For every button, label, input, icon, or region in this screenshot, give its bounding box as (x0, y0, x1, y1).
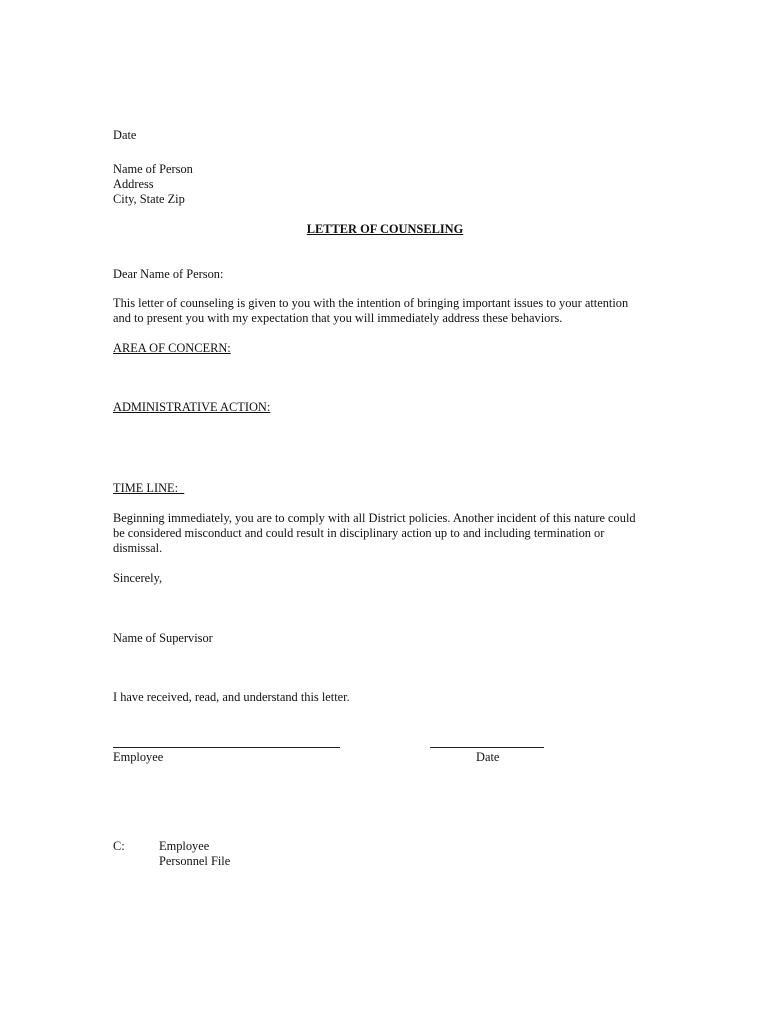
recipient-city-state-zip: City, State Zip (113, 192, 185, 206)
closing: Sincerely, (113, 571, 163, 585)
intro-paragraph-line-2: and to present you with my expectation that you will immediately address these behaviors. (113, 311, 563, 325)
time-line-heading: TIME LINE: (113, 481, 179, 495)
time-line-heading-wrap (113, 481, 184, 496)
signature-date-label: Date (476, 750, 500, 764)
salutation: Dear Name of Person: (113, 267, 224, 281)
body-paragraph-line-2: be considered misconduct and could result in disciplinary action up to and including termination or (113, 526, 605, 540)
acknowledgement-text: I have received, read, and understand this letter. (113, 690, 350, 704)
cc-recipient-list (159, 839, 230, 869)
administrative-action-heading: ADMINISTRATIVE ACTION: (113, 400, 271, 414)
employee-signature-line (113, 747, 340, 748)
letter-title: LETTER OF COUNSELING (306, 222, 464, 236)
body-paragraph-line-3: dismissal. (113, 541, 163, 555)
recipient-name: Name of Person (113, 162, 193, 176)
supervisor-name: Name of Supervisor (113, 631, 213, 645)
recipient-address: Address (113, 177, 154, 191)
cc-recipient: Employee (159, 839, 210, 853)
area-of-concern-heading: AREA OF CONCERN: (113, 341, 231, 355)
intro-paragraph-line-1: This letter of counseling is given to you with the intention of bringing important issues to your attention (113, 296, 629, 310)
cc-label: C: (113, 839, 125, 853)
body-paragraph-line-1: Beginning immediately, you are to comply with all District policies. Another incident of this nature could (113, 511, 636, 525)
time-line-underline-tail (178, 481, 184, 495)
date-signature-line (430, 747, 544, 748)
employee-label: Employee (113, 750, 164, 764)
cc-recipient: Personnel File (159, 854, 231, 868)
date-field: Date (113, 128, 137, 142)
